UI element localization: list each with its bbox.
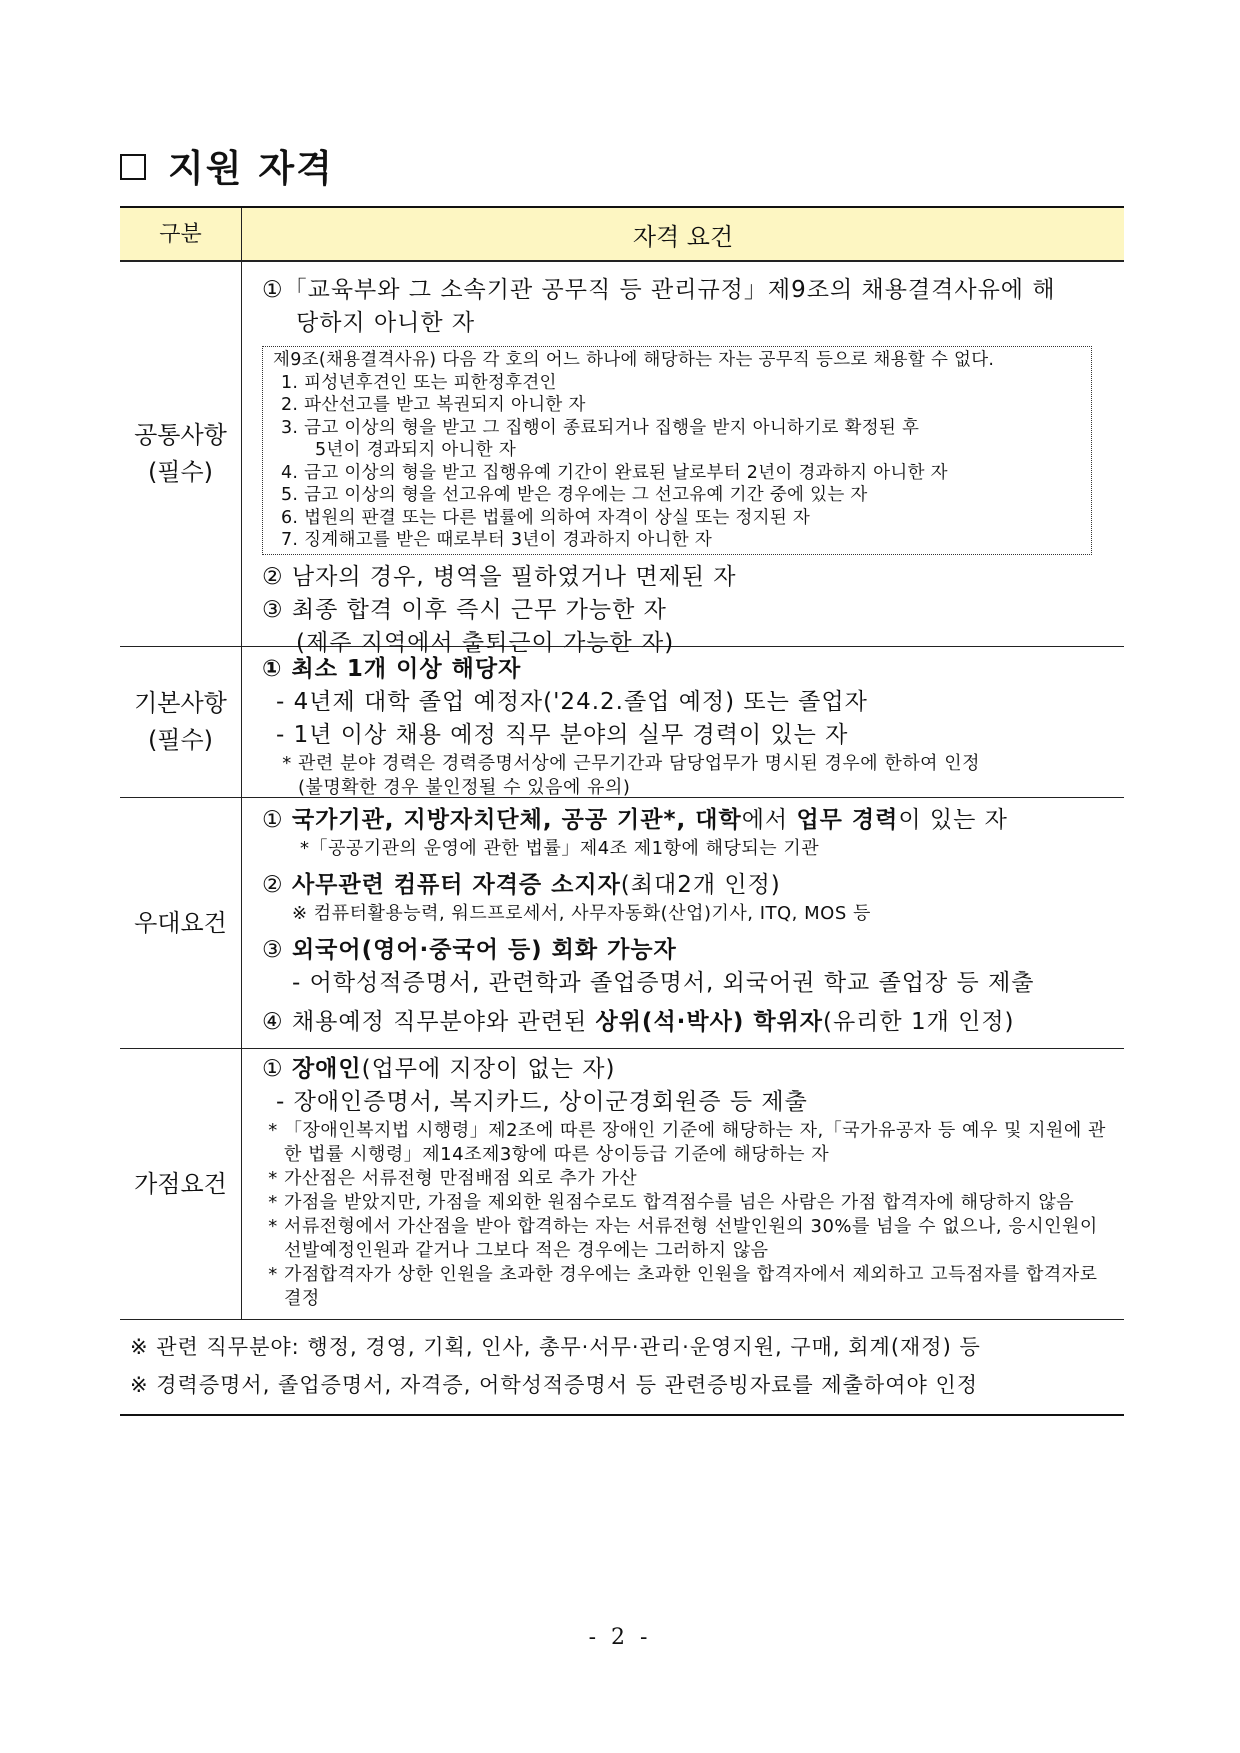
preferred-item-1-note: *「공공기관의 운영에 관한 법률」제4조 제1항에 해당되는 기관	[300, 838, 820, 859]
bonus-item-1: ① 장애인(업무에 지장이 없는 자)	[262, 1056, 616, 1082]
disqualification-rule-box	[262, 346, 1092, 555]
row-basic	[120, 647, 1124, 798]
category-preferred-label: 우대요건	[134, 908, 227, 937]
category-bonus-label: 가점요건	[134, 1169, 227, 1198]
common-item-3-line-2: (제주 지역에서 출퇴근이 가능한 자)	[296, 629, 675, 656]
common-item-1-line-1: ①「교육부와 그 소속기관 공무직 등 관리규정」제9조의 채용결격사유에 해	[262, 277, 1056, 303]
asterisk-mark: *	[282, 753, 292, 774]
bonus-note: * 「장애인복지법 시행령」제2조에 따른 장애인 기준에 해당하는 자,「국가유공자 등 예우 및 지원에 관한 법률 시행령」제14조제3항에 따른 상이등급 기준에 해당하는 자	[268, 1120, 1106, 1165]
category-common-label: 공통사항	[134, 421, 227, 449]
category-basic	[120, 647, 241, 797]
footnote-job-fields: ※ 관련 직무분야: 행정, 경영, 기획, 인사, 총무·서무·관리·운영지원, 구매, 회계(재정) 등	[130, 1335, 981, 1359]
rule-title: 제9조(채용결격사유) 다음 각 호의 어느 하나에 해당하는 자는 공무직 등으로 채용할 수 없다.	[273, 350, 995, 370]
bonus-sub-1: - 장애인증명서, 복지카드, 상이군경회원증 등 제출	[276, 1089, 808, 1115]
section-title-text: 지원 자격	[168, 147, 334, 190]
table-footnotes	[120, 1320, 1124, 1416]
bonus-note: * 가점을 받았지만, 가점을 제외한 원점수로도 합격점수를 넘은 사람은 가점 합격자에 해당하지 않음	[268, 1192, 1075, 1213]
table-header-row	[120, 208, 1124, 262]
common-item-1-line-2: 당하지 아니한 자	[296, 310, 476, 336]
basic-note-line-2: (불명확한 경우 불인정될 수 있음에 유의)	[298, 777, 631, 798]
row-preferred	[120, 798, 1124, 1049]
preferred-item-3: ③ 외국어(영어·중국어 등) 회화 가능자	[262, 937, 677, 963]
category-common-sublabel: (필수)	[147, 458, 214, 486]
preferred-item-1: ① 국가기관, 지방자치단체, 공공 기관*, 대학에서 업무 경력이 있는 자	[262, 807, 1008, 833]
row-bonus	[120, 1049, 1124, 1320]
rule-item: 6. 법원의 판결 또는 다른 법률에 의하여 자격이 상실 또는 정지된 자	[281, 507, 811, 528]
category-common	[120, 262, 241, 646]
preferred-item-4: ④ 채용예정 직무분야와 관련된 상위(석·박사) 학위자(유리한 1개 인정)	[262, 1009, 1015, 1035]
bonus-note: * 가산점은 서류전형 만점배점 외로 추가 가산	[268, 1168, 638, 1189]
basic-item-1	[262, 653, 1120, 686]
requirements-preferred	[241, 798, 1124, 1048]
rule-item: 4. 금고 이상의 형을 받고 집행유예 기간이 완료된 날로부터 2년이 경과하지 아니한 자	[281, 462, 948, 483]
category-preferred	[120, 798, 241, 1048]
preferred-item-3-sub: - 어학성적증명서, 관련학과 졸업증명서, 외국어권 학교 졸업장 등 제출	[292, 970, 1035, 996]
basic-item-1-text: ① 최소 1개 이상 해당자	[262, 656, 522, 682]
qualification-table	[120, 206, 1124, 1416]
rule-item: 1. 피성년후견인 또는 피한정후견인	[281, 372, 557, 393]
common-item-2: ② 남자의 경우, 병역을 필하였거나 면제된 자	[262, 563, 737, 590]
rule-item: 7. 징계해고를 받은 때로부터 3년이 경과하지 아니한 자	[281, 530, 713, 550]
basic-note-line-1: 관련 분야 경력은 경력증명서상에 근무기간과 담당업무가 명시된 경우에 한하여 인정	[298, 753, 981, 774]
preferred-item-2-note: ※ 컴퓨터활용능력, 워드프로세서, 사무자동화(산업)기사, ITQ, MOS 등	[292, 903, 871, 924]
requirements-bonus	[241, 1049, 1124, 1319]
bonus-note: * 가점합격자가 상한 인원을 초과한 경우에는 초과한 인원을 합격자에서 제외하고 고득점자를 합격자로 결정	[268, 1264, 1098, 1309]
section-title	[120, 138, 334, 192]
requirements-common	[241, 262, 1124, 656]
preferred-item-2: ② 사무관련 컴퓨터 자격증 소지자(최대2개 인정)	[262, 872, 781, 898]
header-category: 구분	[159, 221, 202, 247]
category-basic-label: 기본사항	[134, 689, 227, 717]
bonus-note: * 서류전형에서 가산점을 받아 합격하는 자는 서류전형 선발인원의 30%를 넘을 수 없으나, 응시인원이 선발예정인원과 같거나 그보다 적은 경우에는 그러하지 않음	[268, 1216, 1098, 1261]
rule-item: 3. 금고 이상의 형을 받고 그 집행이 종료되거나 집행을 받지 아니하기로 확정된 후	[281, 417, 920, 438]
rule-item-continued: 5년이 경과되지 아니한 자	[315, 440, 517, 460]
category-basic-sublabel: (필수)	[147, 726, 214, 754]
checkbox-square-icon	[120, 154, 146, 180]
header-requirements: 자격 요건	[241, 208, 1124, 260]
basic-note	[262, 752, 1120, 800]
common-item-3-line-1: ③ 최종 합격 이후 즉시 근무 가능한 자	[262, 596, 667, 623]
category-bonus	[120, 1049, 241, 1319]
page-number: - 2 -	[588, 1625, 652, 1650]
requirements-basic	[241, 647, 1124, 797]
footnote-evidence: ※ 경력증명서, 졸업증명서, 자격증, 어학성적증명서 등 관련증빙자료를 제출하여야 인정	[130, 1373, 979, 1397]
basic-sub-2: - 1년 이상 채용 예정 직무 분야의 실무 경력이 있는 자	[276, 722, 849, 748]
basic-sub-1: - 4년제 대학 졸업 예정자('24.2.졸업 예정) 또는 졸업자	[276, 689, 868, 715]
rule-item: 5. 금고 이상의 형을 선고유예 받은 경우에는 그 선고유예 기간 중에 있는 자	[281, 485, 868, 505]
row-common	[120, 262, 1124, 656]
rule-item: 2. 파산선고를 받고 복권되지 아니한 자	[281, 395, 586, 415]
